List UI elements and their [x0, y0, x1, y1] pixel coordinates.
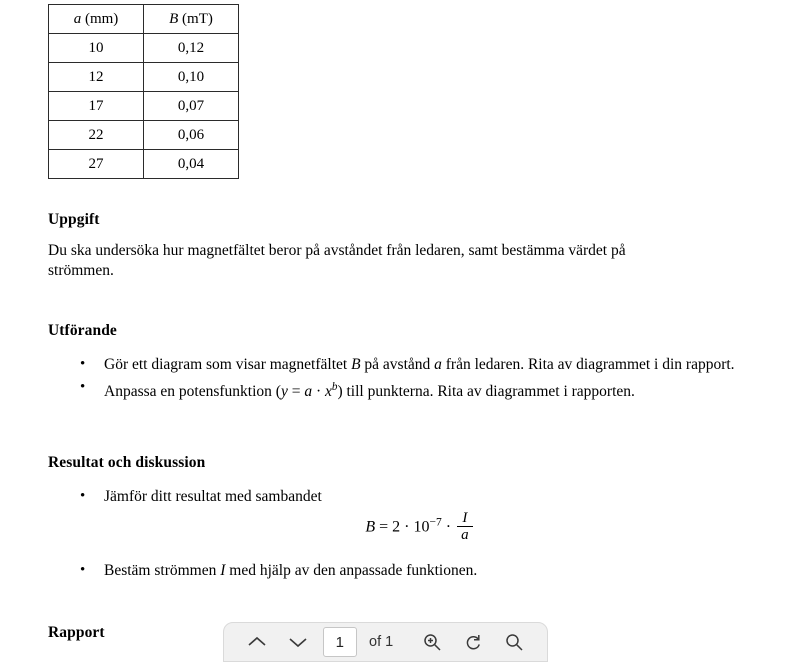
pdf-viewer-toolbar: [223, 622, 548, 662]
search-icon: [504, 632, 524, 652]
table-row: [49, 92, 239, 121]
table-row: [49, 150, 239, 179]
table-row: [49, 121, 239, 150]
table-cell-a: 22: [49, 121, 144, 150]
table-cell-a: 10: [49, 34, 144, 63]
table-cell-a: 27: [49, 150, 144, 179]
rotate-icon: [463, 632, 483, 652]
list-item: • Jämför ditt resultat med sambandet: [104, 486, 784, 507]
table-cell-b: 0,07: [144, 92, 239, 121]
chevron-up-icon: [246, 635, 268, 649]
list-item: • Gör ett diagram som visar magnetfältet B på avstånd a från ledaren. Rita av diagrammet i din rapport.: [104, 354, 784, 375]
formula-magnetic-field: $B = 2 \cdot 10^{-7}$ · $\frac{I}{a}$: [300, 512, 540, 544]
list-resultat-last: [48, 560, 784, 583]
zoom-in-button[interactable]: [413, 626, 450, 658]
table-cell-b: 0,04: [144, 150, 239, 179]
table-cell-a: 17: [49, 92, 144, 121]
page-number-input[interactable]: 1: [323, 627, 357, 657]
list-utforande: [48, 354, 784, 404]
page-count-label: of 1: [369, 634, 394, 650]
table-cell-b: 0,12: [144, 34, 239, 63]
rotate-button[interactable]: [454, 626, 491, 658]
next-page-button[interactable]: [279, 626, 316, 658]
heading-utforande: Utförande: [48, 322, 117, 339]
table-cell-a: 12: [49, 63, 144, 92]
table-header-b: B (mT): [144, 5, 239, 34]
search-button[interactable]: [496, 626, 533, 658]
zoom-in-icon: [422, 632, 442, 652]
paragraph-uppgift: Du ska undersöka hur magnetfältet beror på avståndet från ledaren, samt bestämma värdet på strömmen.: [48, 242, 626, 279]
previous-page-button[interactable]: [238, 626, 275, 658]
list-item: • Bestäm strömmen I med hjälp av den anpassade funktionen.: [104, 560, 784, 581]
table-header-a: a (mm): [49, 5, 144, 34]
list-item: • Anpassa en potensfunktion $(y = a \cdot x^b)$ till punkterna. Rita av diagrammet i rapporten.: [104, 377, 784, 402]
measurement-table: [48, 4, 239, 179]
table-row: [49, 63, 239, 92]
list-resultat-first: [48, 486, 784, 509]
heading-rapport: Rapport: [48, 624, 105, 641]
table-cell-b: 0,06: [144, 121, 239, 150]
table-row: [49, 34, 239, 63]
fraction-I-over-a: $\frac{I}{a}$: [457, 511, 473, 543]
chevron-down-icon: [287, 635, 309, 649]
heading-resultat: Resultat och diskussion: [48, 454, 206, 471]
table-cell-b: 0,10: [144, 63, 239, 92]
heading-uppgift: Uppgift: [48, 211, 100, 228]
table-header-row: [49, 5, 239, 34]
